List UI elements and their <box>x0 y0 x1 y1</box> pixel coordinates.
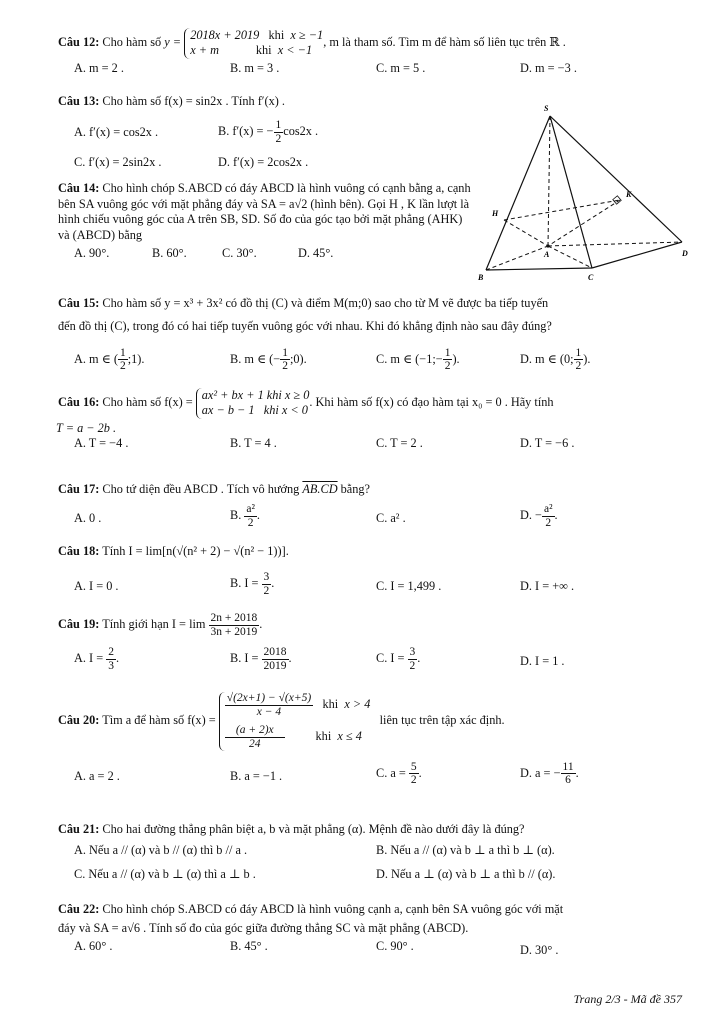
option-d[interactable]: D. I = 1 . <box>520 654 565 669</box>
option-b[interactable]: B. T = 4 . <box>230 436 277 451</box>
question-20: Câu 20: Tìm a để hàm số f(x) = $\frac{√(2x+1) - √(x+5)}{x - 4}$ khi x > 4 $\frac{(a + 2)x}{24}$ khi x ≤ 4 liên tục trên tập xác định. A. a = 2 . B. a = −1 . C. a = $\frac{5}{2}$ . D. a = − $\frac{11}{6}$ . <box>58 692 684 791</box>
option-a[interactable]: A. T = −4 . <box>74 436 129 451</box>
option-a[interactable]: A. I = 0 . <box>74 579 119 594</box>
option-d[interactable]: D. − $\frac{\text{a²}}{2}$ . <box>520 503 558 529</box>
question-19: Câu 19: Tính giới hạn I = lim $\frac{2n + 2018}{3n + 2019}$ . A. I = $\frac{2}{3}$ . B. I = $\frac{2018}{2019}$ . C. I = $\frac{3}{2}$ . D. I = 1 . <box>58 612 684 676</box>
option-b[interactable]: B. I = $\frac{2018}{2019}$ . <box>230 646 292 672</box>
option-c[interactable]: C. 90° . <box>376 938 414 953</box>
option-c[interactable]: C. m ∈ (−1;− $\frac{1}{2}$ ). <box>376 346 460 373</box>
option-a[interactable]: A. I = $\frac{2}{3}$ . <box>74 646 120 672</box>
question-17: Câu 17: Cho tứ diện đều ABCD . Tích vô hướng AB.CD bằng? A. 0 . B. $\frac{\text{a²}}{2}$ . C. a² . D. − $\frac{\text{a²}}{2}$ . <box>58 482 684 537</box>
option-a[interactable]: A. f′(x) = cos2x . <box>74 125 159 140</box>
option-d[interactable]: D. f′(x) = 2cos2x . <box>218 155 309 170</box>
vertex-label-s: S <box>544 104 549 113</box>
option-c[interactable]: C. I = 1,499 . <box>376 579 442 594</box>
option-b[interactable]: B. m ∈ (− $\frac{1}{2}$ ;0). <box>230 346 307 373</box>
option-c[interactable]: C. I = $\frac{3}{2}$ . <box>376 646 421 672</box>
option-c[interactable]: C. a² . <box>376 511 406 526</box>
option-c[interactable]: C. a = $\frac{5}{2}$ . <box>376 760 422 787</box>
question-13-stem: Câu 13: Cho hàm số f(x) = sin2x . Tính f′(x) . <box>58 94 285 108</box>
option-c[interactable]: C. f′(x) = 2sin2x . <box>74 155 162 170</box>
option-a[interactable]: A. 60° . <box>74 938 113 953</box>
vertex-label-h: H <box>492 209 499 218</box>
question-12 <box>58 28 684 79</box>
option-a[interactable]: A. m = 2 . <box>74 60 124 75</box>
vertex-label-c: C <box>588 273 594 282</box>
answer-options <box>58 646 684 676</box>
option-d[interactable]: D. m = −3 . <box>520 60 577 75</box>
option-b[interactable]: B. 45° . <box>230 938 268 953</box>
answer-options <box>58 503 684 537</box>
option-d[interactable]: D. I = +∞ . <box>520 579 575 594</box>
option-d[interactable]: D. 45°. <box>298 245 334 260</box>
question-14-stem: Câu 14: Cho hình chóp S.ABCD có đáy ABCD là hình vuông có cạnh bằng a, cạnh bên SA vuông góc với mặt phẳng đáy và SA = a√2 (hình bên). Gọi H , K lần lượt là hình chiếu vuông góc của A trên SB, SD. Số đo của góc tạo bởi mặt phẳng (AHK) và (ABCD) bằng <box>58 181 471 243</box>
question-21: Câu 21: Cho hai đường thẳng phân biệt a, b và mặt phẳng (α). Mệnh đề nào dưới đây là đúng? A. Nếu a // (α) và b // (α) thì b // a . B. Nếu a // (α) và b ⊥ a thì b ⊥ (α). C. Nếu a // (α) và b ⊥ (α) thì a ⊥ b . D. Nếu a ⊥ (α) và b ⊥ a thì b // (α). <box>58 822 684 885</box>
option-b[interactable]: B. 60°. <box>152 245 187 260</box>
option-c[interactable]: C. Nếu a // (α) và b ⊥ (α) thì a ⊥ b . <box>74 867 256 882</box>
limit-fraction: $\frac{2n + 2018}{3n + 2019}$ <box>210 612 258 638</box>
option-b[interactable]: B. $\frac{\text{a²}}{2}$ . <box>230 503 260 529</box>
vector-product: AB.CD <box>302 482 338 496</box>
answer-options <box>58 939 684 957</box>
vertex-label-b: B <box>478 273 484 282</box>
option-c[interactable]: C. T = 2 . <box>376 436 423 451</box>
pyramid-figure <box>476 102 696 288</box>
piecewise-function: $\frac{√(2x+1) - √(x+5)}{x - 4}$ khi x > 4 $\frac{(a + 2)x}{24}$ khi x ≤ 4 <box>219 692 371 751</box>
answer-options <box>58 436 684 454</box>
answer-options <box>58 61 684 79</box>
vertex-label-d: D <box>682 249 688 258</box>
answer-options <box>58 867 684 885</box>
option-c[interactable]: C. 30°. <box>222 245 257 260</box>
option-b[interactable]: B. a = −1 . <box>230 768 283 783</box>
answer-options <box>58 843 684 861</box>
option-d[interactable]: D. Nếu a ⊥ (α) và b ⊥ a thì b // (α). <box>376 867 556 882</box>
vertex-label-k: K <box>626 190 632 199</box>
option-a[interactable]: A. Nếu a // (α) và b // (α) thì b // a . <box>74 843 248 858</box>
option-a[interactable]: A. 0 . <box>74 511 102 526</box>
option-c[interactable]: C. m = 5 . <box>376 60 426 75</box>
option-d[interactable]: D. a = − $\frac{11}{6}$ . <box>520 760 579 787</box>
option-a[interactable]: A. a = 2 . <box>74 768 120 783</box>
piecewise-function: 2018x + 2019 khi x ≥ −1 x + m khi x < −1 <box>184 28 323 59</box>
answer-options <box>58 347 684 375</box>
answer-options <box>58 571 684 601</box>
page-footer: Trang 2/3 - Mã đề 357 <box>573 992 682 1006</box>
option-a[interactable]: A. m ∈ ( $\frac{1}{2}$ ;1). <box>74 346 145 373</box>
answer-options <box>58 761 684 791</box>
option-b[interactable]: B. m = 3 . <box>230 60 280 75</box>
question-16: Câu 16: Cho hàm số f(x) = ax² + bx + 1 khi x ≥ 0 ax − b − 1 khi x < 0 . Khi hàm số f(x) có đạo hàm tại x₀ = 0 . Hãy tính T = a − 2b . A. T = −4 . B. T = 4 . C. T = 2 . D. T = −6 . <box>58 388 684 454</box>
question-22: Câu 22: Cho hình chóp S.ABCD có đáy ABCD là hình vuông cạnh a, cạnh bên SA vuông góc với mặt đáy và SA = a√6 . Tính số đo của góc giữa đường thẳng SC và mặt phẳng (ABCD). A. 60° . B. 45° . C. 90° . D. 30° . <box>58 902 684 957</box>
question-15: Câu 15: Cho hàm số y = x³ + 3x² có đồ thị (C) và điểm M(m;0) sao cho từ M vẽ được ba tiếp tuyến đến đồ thị (C), trong đó có hai tiếp tuyến vuông góc với nhau. Khi đó khẳng định nào sau đây đúng? A. m ∈ ( $\frac{1}{2}$ ;1). B. m ∈ (− $\frac{1}{2}$ ;0). C. m ∈ (−1;− $\frac{1}{2}$ ). D. m ∈ (0; $\frac{1}{2}$ ). <box>58 296 684 375</box>
option-b[interactable]: B. f′(x) = − $\frac{1}{2}$ cos2x . <box>218 119 319 145</box>
option-a[interactable]: A. 90°. <box>74 245 110 260</box>
option-b[interactable]: B. Nếu a // (α) và b ⊥ a thì b ⊥ (α). <box>376 843 555 858</box>
piecewise-function: ax² + bx + 1 khi x ≥ 0 ax − b − 1 khi x < 0 <box>196 388 310 419</box>
option-d[interactable]: D. 30° . <box>520 942 559 957</box>
option-d[interactable]: D. T = −6 . <box>520 436 575 451</box>
option-b[interactable]: B. I = $\frac{3}{2}$ . <box>230 571 275 597</box>
question-18: Câu 18: Tính I = lim[n(√(n² + 2) − √(n² − 1))]. A. I = 0 . B. I = $\frac{3}{2}$ . C. I = 1,499 . D. I = +∞ . <box>58 544 684 601</box>
question-label: Câu 12: <box>58 35 100 50</box>
question-12-stem: Câu 12: Cho hàm số y = 2018x + 2019 khi x ≥ −1 x + m khi x < −1 , m là tham số. Tìm m để hàm số liên tục trên ℝ . <box>58 28 566 58</box>
option-d[interactable]: D. m ∈ (0; $\frac{1}{2}$ ). <box>520 346 591 373</box>
vertex-label-a: A <box>544 250 550 259</box>
